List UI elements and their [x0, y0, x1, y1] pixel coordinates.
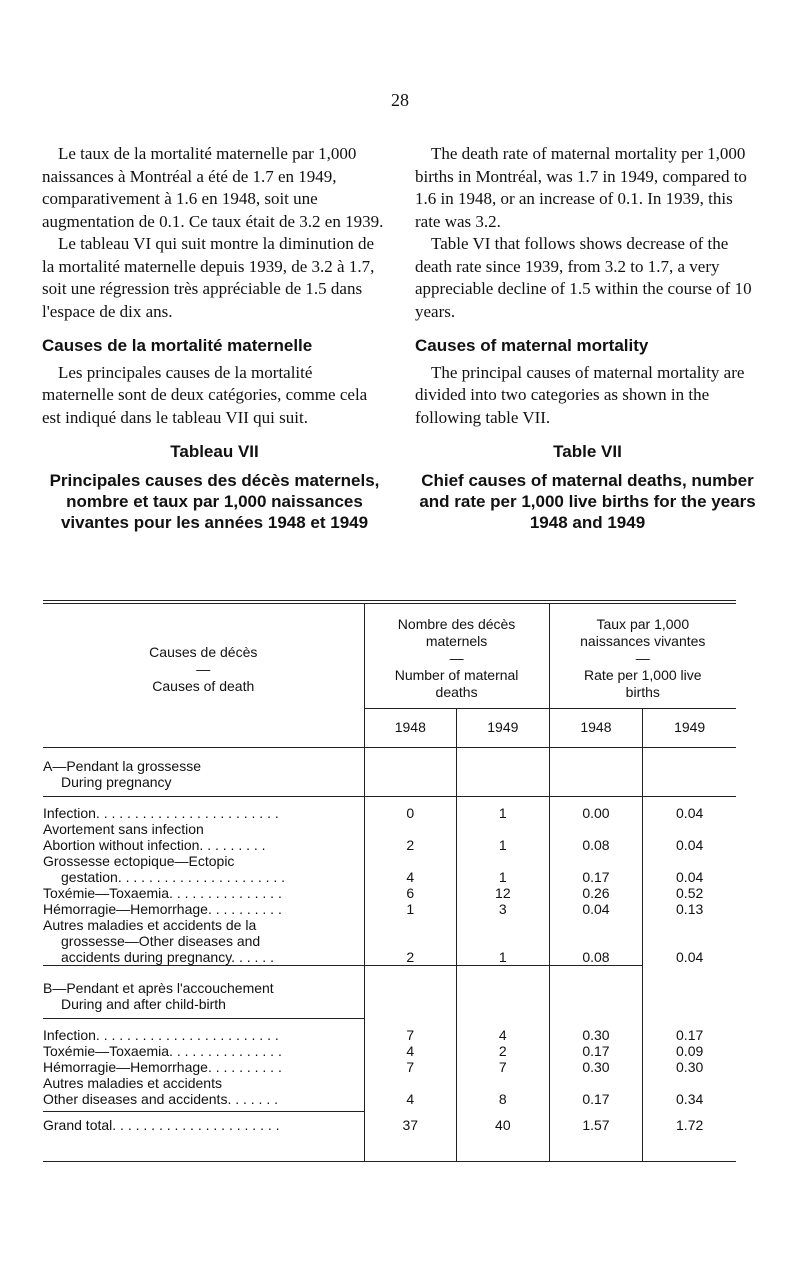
section-a-deaths-1948: 0 2 4 6 1 2: [364, 797, 457, 966]
english-table-title: Table VII: [553, 442, 622, 461]
section-a-rate-1948: 0.00 0.08 0.17 0.26 0.04 0.08: [549, 797, 643, 966]
french-table-title: Tableau VII: [170, 442, 259, 461]
header-year-deaths-1948: 1948: [364, 709, 457, 748]
section-b-deaths-1948: 7 4 7 4: [364, 1019, 457, 1112]
french-paragraph-1: Le taux de la mortalité maternelle par 1,000 naissances à Montréal a été de 1.7 en 1949, comparativement à 1.6 en 1948, soit une augmentation de 0.1. Ce taux était de 3.2 en 1939.: [42, 144, 384, 231]
french-heading: Causes de la mortalité maternelle: [42, 336, 313, 355]
section-a-deaths-1949: 1 1 1 12 3 1: [457, 797, 550, 966]
maternal-deaths-table: [43, 600, 736, 1162]
french-paragraph-3: Les principales causes de la mortalité maternelle sont de deux catégories, comme cela est indiqué dans le tableau VII qui suit.: [42, 362, 368, 427]
header-causes: Causes de décès — Causes of death: [149, 644, 258, 694]
section-b-heading: B—Pendant et après l'accouchement During and after child-birth: [43, 966, 364, 1019]
header-year-rate-1948: 1948: [549, 709, 643, 748]
english-table-caption: Chief causes of maternal deaths, number and rate per 1,000 live births for the years 1948 and 1949: [419, 470, 756, 532]
section-b-labels: Infection. . . . . . . . . . . . . . . . . . . . . . . . Toxémie—Toxaemia. . . . . . . . . . . . . . . Hémorragie—Hemorrhage. . . . . . . . . . Autres maladies et accidents Other diseases and accidents. . . . . . .: [43, 1019, 364, 1112]
english-heading: Causes of maternal mortality: [415, 336, 649, 355]
english-paragraph-1: The death rate of maternal mortality per 1,000 births in Montréal, was 1.7 in 1949, compared to 1.6 in 1948, or an increase of 0.1. In 1939, this rate was 3.2.: [415, 144, 747, 231]
english-column: [415, 143, 760, 533]
grand-total-label: Grand total. . . . . . . . . . . . . . . . . . . . . .: [43, 1112, 364, 1161]
header-deaths: Nombre des décès maternels — Number of maternal deaths: [364, 604, 549, 709]
section-a-labels: Infection. . . . . . . . . . . . . . . . . . . . . . . . Avortement sans infection Abortion without infection. . . . . . . . . Grossesse ectopique—Ectopic gestation. . . . . . . . . . . . . . . . . . . . . . Toxémie—Toxaemia. . . . . . . . . . . . . . . Hémorragie—Hemorrhage. . . . . . . . . . Autres maladies et accidents de la grossesse—Other diseases and accidents during pregnancy. . . . . .: [43, 797, 364, 966]
section-b-rate-1948: 0.30 0.17 0.30 0.17: [549, 1019, 643, 1112]
section-a-heading: A—Pendant la grossesse During pregnancy: [43, 748, 364, 797]
section-a-rate-1949: 0.04 0.04 0.04 0.52 0.13 0.04: [643, 797, 736, 966]
french-column: [42, 143, 387, 533]
table-bottom-rule: [43, 1161, 736, 1162]
table-top-rule: [43, 600, 736, 601]
english-paragraph-2: Table VI that follows shows decrease of the death rate since 1939, from 3.2 to 1.7, a very appreciable decline of 1.5 within the course of 10 years.: [415, 234, 752, 321]
grand-total-rate-1948: 1.57: [549, 1112, 643, 1161]
section-b-deaths-1949: 4 2 7 8: [457, 1019, 550, 1112]
section-b-rate-1949: 0.17 0.09 0.30 0.34: [643, 1019, 736, 1112]
grand-total-rate-1949: 1.72: [643, 1112, 736, 1161]
header-rate: Taux par 1,000 naissances vivantes — Rate per 1,000 live births: [549, 604, 736, 709]
header-year-rate-1949: 1949: [643, 709, 736, 748]
english-paragraph-3: The principal causes of maternal mortality are divided into two categories as shown in the following table VII.: [415, 362, 745, 427]
grand-total-deaths-1948: 37: [364, 1112, 457, 1161]
french-table-caption: Principales causes des décès maternels, nombre et taux par 1,000 naissances vivantes pour les années 1948 et 1949: [49, 470, 380, 532]
grand-total-deaths-1949: 40: [457, 1112, 550, 1161]
french-paragraph-2: Le tableau VI qui suit montre la diminution de la mortalité maternelle depuis 1939, de 3.2 à 1.7, soit une régression très appréciable de 1.5 dans l'espace de dix ans.: [42, 234, 375, 321]
page-number: 28: [391, 90, 409, 110]
header-year-deaths-1949: 1949: [457, 709, 550, 748]
